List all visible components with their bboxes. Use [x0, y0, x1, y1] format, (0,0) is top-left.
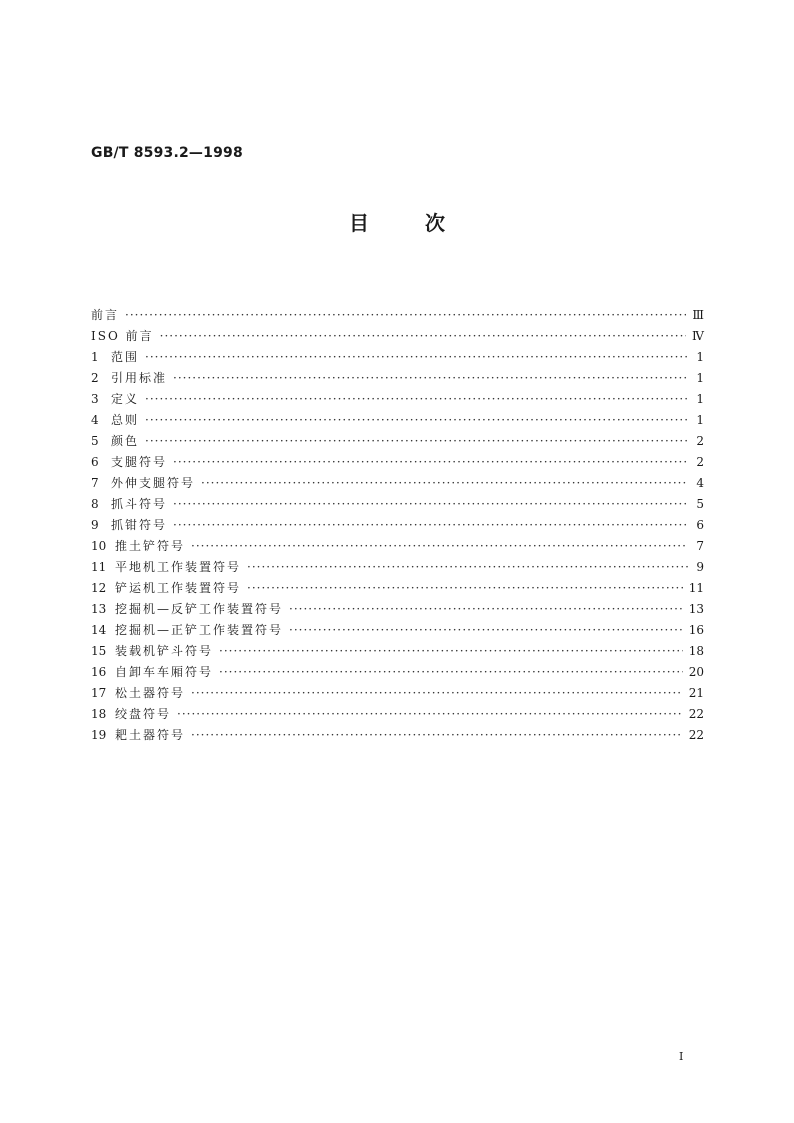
- table-of-contents: [91, 305, 704, 746]
- toc-entry-label: 前言: [91, 308, 120, 322]
- toc-entry-page: 1: [696, 392, 704, 406]
- toc-entry-number: 17: [91, 686, 107, 700]
- toc-entry-label: 平地机工作装置符号: [115, 560, 242, 574]
- toc-entry-label: 抓钳符号: [111, 518, 168, 532]
- toc-leader-dots: [247, 557, 688, 578]
- toc-entry-page: 21: [688, 686, 704, 700]
- toc-entry-number: 18: [91, 707, 107, 721]
- toc-leader-dots: [173, 368, 688, 389]
- toc-leader-dots: [125, 305, 686, 326]
- toc-entry-page: 5: [696, 497, 704, 511]
- standard-number: GB/T 8593.2—1998: [91, 145, 243, 161]
- page-title: 目次: [349, 211, 501, 235]
- toc-entry-number: 8: [91, 497, 99, 511]
- toc-entry-label: 挖掘机—正铲工作装置符号: [115, 623, 284, 637]
- toc-entry[interactable]: [91, 326, 704, 347]
- toc-leader-dots: [289, 599, 683, 620]
- toc-leader-dots: [201, 473, 688, 494]
- toc-entry-number: 13: [91, 602, 107, 616]
- toc-entry[interactable]: [91, 704, 704, 725]
- toc-entry-page: 20: [688, 665, 704, 679]
- toc-entry-number: 15: [91, 644, 107, 658]
- toc-entry-label: 颜色: [111, 434, 140, 448]
- toc-entry[interactable]: [91, 620, 704, 641]
- toc-entry[interactable]: [91, 347, 704, 368]
- toc-entry[interactable]: [91, 515, 704, 536]
- toc-entry-page: Ⅳ: [692, 329, 704, 343]
- toc-entry-label: 耙土器符号: [115, 728, 186, 742]
- toc-entry-label: 自卸车车厢符号: [115, 665, 214, 679]
- toc-entry[interactable]: [91, 389, 704, 410]
- toc-entry-number: 3: [91, 392, 99, 406]
- toc-entry-number: 5: [91, 434, 99, 448]
- toc-entry-label: 松土器符号: [115, 686, 186, 700]
- toc-entry-label: 总则: [111, 413, 140, 427]
- toc-entry[interactable]: [91, 578, 704, 599]
- toc-entry-label: 外伸支腿符号: [111, 476, 196, 490]
- toc-entry-number: 6: [91, 455, 99, 469]
- toc-leader-dots: [145, 431, 688, 452]
- toc-leader-dots: [145, 410, 688, 431]
- toc-leader-dots: [191, 725, 683, 746]
- toc-entry-number: 11: [91, 560, 107, 574]
- toc-leader-dots: [191, 536, 688, 557]
- toc-entry-page: 6: [696, 518, 704, 532]
- toc-entry[interactable]: [91, 599, 704, 620]
- toc-entry-number: 9: [91, 518, 99, 532]
- toc-leader-dots: [219, 641, 683, 662]
- toc-leader-dots: [177, 704, 683, 725]
- toc-entry-page: 4: [696, 476, 704, 490]
- toc-entry[interactable]: [91, 641, 704, 662]
- toc-entry-label: 范围: [111, 350, 140, 364]
- toc-entry-page: 2: [696, 434, 704, 448]
- toc-entry-label: ISO 前言: [91, 329, 154, 343]
- toc-entry[interactable]: [91, 536, 704, 557]
- toc-entry-page: 22: [688, 707, 704, 721]
- toc-entry-label: 铲运机工作装置符号: [115, 581, 242, 595]
- toc-entry[interactable]: [91, 452, 704, 473]
- toc-leader-dots: [289, 620, 683, 641]
- toc-entry-number: 7: [91, 476, 99, 490]
- toc-entry-number: 10: [91, 539, 107, 553]
- toc-entry-page: 2: [696, 455, 704, 469]
- toc-entry-number: 14: [91, 623, 107, 637]
- toc-entry-label: 绞盘符号: [115, 707, 172, 721]
- toc-entry[interactable]: [91, 494, 704, 515]
- toc-entry[interactable]: [91, 410, 704, 431]
- toc-entry-page: 1: [696, 413, 704, 427]
- toc-entry-label: 引用标准: [111, 371, 168, 385]
- toc-entry-label: 挖掘机—反铲工作装置符号: [115, 602, 284, 616]
- toc-entry[interactable]: [91, 683, 704, 704]
- toc-entry-number: 4: [91, 413, 99, 427]
- toc-leader-dots: [145, 389, 688, 410]
- toc-entry-page: 13: [688, 602, 704, 616]
- toc-entry-label: 推土铲符号: [115, 539, 186, 553]
- toc-entry-page: 11: [688, 581, 704, 595]
- toc-entry-page: 9: [696, 560, 704, 574]
- footer-page-number: I: [679, 1050, 684, 1063]
- toc-entry-page: 18: [688, 644, 704, 658]
- toc-entry-number: 2: [91, 371, 99, 385]
- toc-entry-label: 抓斗符号: [111, 497, 168, 511]
- toc-entry-label: 装载机铲斗符号: [115, 644, 214, 658]
- toc-leader-dots: [173, 515, 688, 536]
- toc-entry[interactable]: [91, 305, 704, 326]
- toc-leader-dots: [160, 326, 686, 347]
- toc-entry[interactable]: [91, 725, 704, 746]
- toc-entry-number: 16: [91, 665, 107, 679]
- toc-entry-page: 22: [688, 728, 704, 742]
- toc-leader-dots: [191, 683, 683, 704]
- toc-entry[interactable]: [91, 662, 704, 683]
- toc-leader-dots: [173, 494, 688, 515]
- toc-leader-dots: [247, 578, 683, 599]
- toc-entry-number: 1: [91, 350, 99, 364]
- toc-leader-dots: [173, 452, 688, 473]
- toc-entry[interactable]: [91, 368, 704, 389]
- toc-entry-number: 12: [91, 581, 107, 595]
- toc-leader-dots: [219, 662, 683, 683]
- toc-entry-page: Ⅲ: [692, 308, 704, 322]
- toc-entry[interactable]: [91, 431, 704, 452]
- toc-entry[interactable]: [91, 557, 704, 578]
- toc-entry-page: 7: [696, 539, 704, 553]
- toc-entry-page: 1: [696, 350, 704, 364]
- toc-entry-label: 定义: [111, 392, 140, 406]
- toc-entry-page: 1: [696, 371, 704, 385]
- toc-entry-number: 19: [91, 728, 107, 742]
- toc-entry-label: 支腿符号: [111, 455, 168, 469]
- toc-entry-page: 16: [688, 623, 704, 637]
- toc-entry[interactable]: [91, 473, 704, 494]
- toc-leader-dots: [145, 347, 688, 368]
